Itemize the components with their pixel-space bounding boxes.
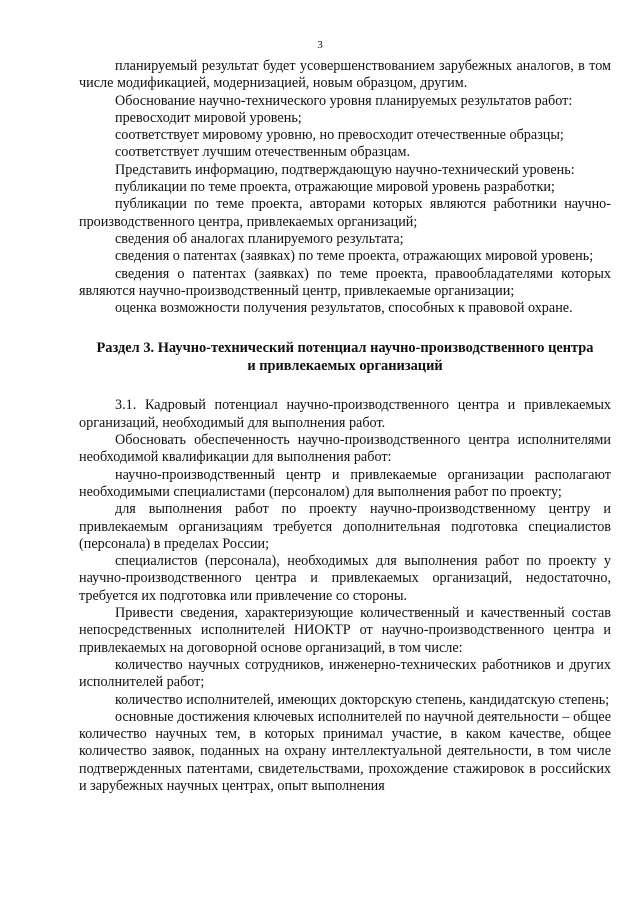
paragraph: Обосновать обеспеченность научно-производственного центра исполнителями необходимой квалификации для выполнения работ: <box>79 432 611 466</box>
paragraph: оценка возможности получения результатов, способных к правовой охране. <box>115 300 573 317</box>
paragraph: для выполнения работ по проекту научно-производственному центру и привлекаемым организациям требуется дополнительная подготовка специалистов (персонала) в пределах России; <box>79 501 611 552</box>
page-number: 3 <box>317 39 323 51</box>
paragraph: Привести сведения, характеризующие количественный и качественный состав непосредственных исполнителей НИОКТР от научно-производственного центра и привлекаемых на договорной основе организаций, в том числе: <box>79 605 611 656</box>
paragraph: сведения о патентах (заявках) по теме проекта, правообладателями которых являются научно-производственный центр, привлекаемые организации; <box>79 265 611 299</box>
paragraph: Обоснование научно-технического уровня планируемых результатов работ: <box>115 92 573 109</box>
paragraph: основные достижения ключевых исполнителей по научной деятельности – общее количество научных тем, в которых принимал участие, в каком качестве, общее количество заявок, поданных на охрану интеллектуальной деятельности, в том числе подтвержденных патентами, свидетельствами, прохождение стажировок в российских и зарубежных научных центрах, опыт выполнения <box>79 708 611 794</box>
paragraph: количество научных сотрудников, инженерно-технических работников и других исполнителей работ; <box>79 656 611 691</box>
paragraph: публикации по теме проекта, отражающие мировой уровень разработки; <box>115 179 555 196</box>
paragraph: планируемый результат будет усовершенствованием зарубежных аналогов, в том числе модификацией, модернизацией, новым образцом, другим. <box>79 58 611 92</box>
paragraph: научно-производственный центр и привлекаемые организации располагают необходимыми специалистами (персоналом) для выполнения работ по проекту; <box>79 466 611 500</box>
paragraph: 3.1. Кадровый потенциал научно-производственного центра и привлекаемых организаций, необходимый для выполнения работ. <box>79 397 611 431</box>
paragraph: соответствует лучшим отечественным образцам. <box>115 144 411 161</box>
document-body <box>79 58 611 795</box>
paragraph: публикации по теме проекта, авторами которых являются работники научно-производственного центра, привлекаемых организаций; <box>79 196 611 230</box>
section-heading-line-1: Раздел 3. Научно-технический потенциал научно-производственного центра <box>96 340 594 357</box>
section-heading <box>79 339 611 375</box>
paragraph: специалистов (персонала), необходимых для выполнения работ по проекту у научно-производственного центра и привлекаемых организаций, недостаточно, требуется их подготовка или привлечение со стороны. <box>79 553 611 604</box>
paragraph: сведения об аналогах планируемого результата; <box>115 230 404 247</box>
paragraph: соответствует мировому уровню, но превосходит отечественные образцы; <box>115 127 564 144</box>
paragraph: сведения о патентах (заявках) по теме проекта, отражающих мировой уровень; <box>115 248 594 265</box>
paragraph: количество исполнителей, имеющих докторскую степень, кандидатскую степень; <box>115 691 610 708</box>
paragraph: Представить информацию, подтверждающую научно-технический уровень: <box>115 161 575 178</box>
paragraph: превосходит мировой уровень; <box>115 109 302 126</box>
section-heading-line-2: и привлекаемых организаций <box>247 358 443 375</box>
